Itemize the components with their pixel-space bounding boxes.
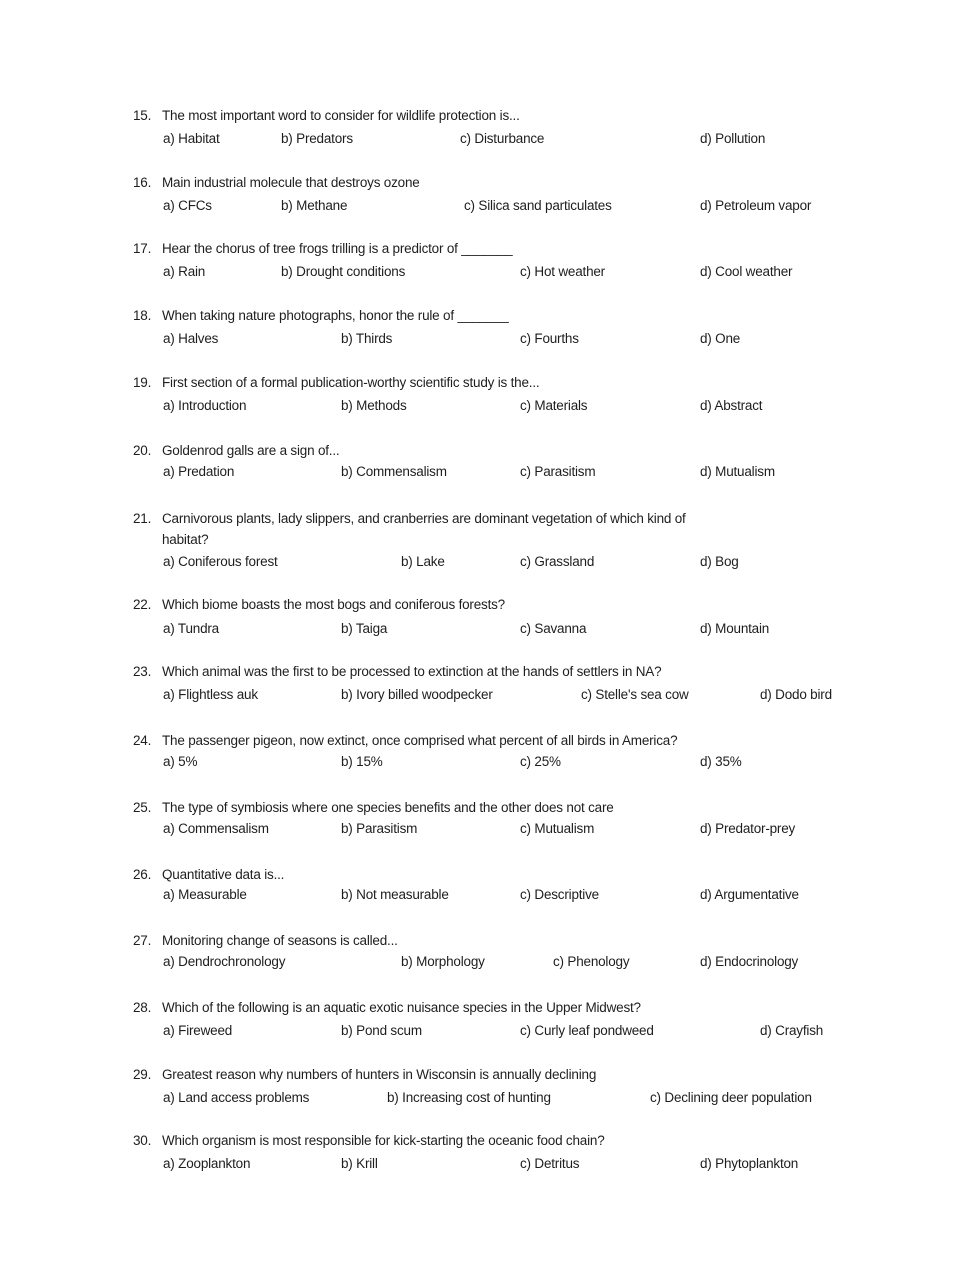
answer-option: a) Measurable — [163, 887, 247, 902]
answer-option: b) Krill — [341, 1156, 378, 1171]
question-text: The type of symbiosis where one species benefits and the other does not care — [162, 800, 614, 815]
question-text: Which organism is most responsible for kick-starting the oceanic food chain? — [162, 1133, 605, 1148]
answer-option: c) Fourths — [520, 331, 579, 346]
question-text: Hear the chorus of tree frogs trilling is a predictor of _______ — [162, 241, 513, 256]
answer-option: d) One — [700, 331, 741, 346]
question-number: 27. — [133, 933, 152, 948]
answer-option: d) Argumentative — [700, 887, 799, 902]
question-text: The passenger pigeon, now extinct, once comprised what percent of all birds in America? — [162, 733, 678, 748]
answer-option: b) Thirds — [341, 331, 393, 346]
answer-option: a) CFCs — [163, 198, 212, 213]
question-number: 30. — [133, 1133, 152, 1148]
question-number: 19. — [133, 375, 152, 390]
question-number: 23. — [133, 664, 152, 679]
answer-option: b) 15% — [341, 754, 383, 769]
answer-option: d) Petroleum vapor — [700, 198, 812, 213]
answer-option: b) Commensalism — [341, 464, 447, 479]
question-text: The most important word to consider for wildlife protection is... — [162, 108, 520, 123]
answer-option: b) Parasitism — [341, 821, 418, 836]
question-number: 25. — [133, 800, 152, 815]
answer-option: b) Ivory billed woodpecker — [341, 687, 493, 702]
question-text: Carnivorous plants, lady slippers, and cranberries are dominant vegetation of which kind of — [162, 511, 686, 526]
answer-option: a) Habitat — [163, 131, 220, 146]
answer-option: a) Commensalism — [163, 821, 269, 836]
answer-option: d) Pollution — [700, 131, 766, 146]
question-text: Goldenrod galls are a sign of... — [162, 443, 340, 458]
answer-option: c) Curly leaf pondweed — [520, 1023, 654, 1038]
question-text: Which biome boasts the most bogs and coniferous forests? — [162, 597, 505, 612]
answer-option: b) Taiga — [341, 621, 388, 636]
question-number: 21. — [133, 511, 152, 526]
answer-option: d) 35% — [700, 754, 742, 769]
answer-option: b) Methods — [341, 398, 407, 413]
answer-option: b) Not measurable — [341, 887, 449, 902]
answer-option: d) Mountain — [700, 621, 770, 636]
answer-option: a) Fireweed — [163, 1023, 233, 1038]
answer-option: a) Dendrochronology — [163, 954, 286, 969]
question-number: 20. — [133, 443, 152, 458]
answer-option: d) Phytoplankton — [700, 1156, 799, 1171]
answer-option: c) Declining deer population — [650, 1090, 812, 1105]
answer-option: d) Abstract — [700, 398, 763, 413]
answer-option: b) Predators — [281, 131, 353, 146]
answer-option: a) Zooplankton — [163, 1156, 251, 1171]
answer-option: b) Morphology — [401, 954, 485, 969]
answer-option: c) Materials — [520, 398, 588, 413]
answer-option: c) Disturbance — [460, 131, 545, 146]
answer-option: c) Mutualism — [520, 821, 595, 836]
answer-option: a) Flightless auk — [163, 687, 258, 702]
answer-option: a) Tundra — [163, 621, 219, 636]
answer-option: c) Descriptive — [520, 887, 599, 902]
answer-option: b) Drought conditions — [281, 264, 406, 279]
question-text: Which of the following is an aquatic exotic nuisance species in the Upper Midwest? — [162, 1000, 641, 1015]
question-number: 16. — [133, 175, 152, 190]
answer-option: c) Detritus — [520, 1156, 580, 1171]
answer-option: a) Predation — [163, 464, 235, 479]
answer-option: b) Lake — [401, 554, 445, 569]
answer-option: a) Halves — [163, 331, 219, 346]
answer-option: d) Dodo bird — [760, 687, 832, 702]
answer-option: a) Introduction — [163, 398, 247, 413]
question-number: 15. — [133, 108, 152, 123]
question-number: 26. — [133, 867, 152, 882]
answer-option: d) Bog — [700, 554, 739, 569]
question-text: When taking nature photographs, honor the rule of _______ — [162, 308, 509, 323]
answer-option: c) Savanna — [520, 621, 587, 636]
answer-option: c) 25% — [520, 754, 561, 769]
question-text: Monitoring change of seasons is called... — [162, 933, 398, 948]
question-text: Which animal was the first to be processed to extinction at the hands of settlers in NA? — [162, 664, 662, 679]
question-text-continued: habitat? — [162, 532, 209, 547]
question-text: Main industrial molecule that destroys ozone — [162, 175, 420, 190]
answer-option: a) Rain — [163, 264, 206, 279]
answer-option: d) Predator-prey — [700, 821, 796, 836]
question-text: Quantitative data is... — [162, 867, 285, 882]
answer-option: b) Pond scum — [341, 1023, 422, 1038]
question-number: 17. — [133, 241, 152, 256]
answer-option: a) Land access problems — [163, 1090, 310, 1105]
question-text: First section of a formal publication-worthy scientific study is the... — [162, 375, 540, 390]
question-number: 28. — [133, 1000, 152, 1015]
question-text: Greatest reason why numbers of hunters in Wisconsin is annually declining — [162, 1067, 597, 1082]
answer-option: a) Coniferous forest — [163, 554, 278, 569]
answer-option: b) Increasing cost of hunting — [387, 1090, 551, 1105]
answer-option: c) Parasitism — [520, 464, 596, 479]
answer-option: d) Endocrinology — [700, 954, 799, 969]
answer-option: c) Hot weather — [520, 264, 605, 279]
answer-option: a) 5% — [163, 754, 198, 769]
answer-option: c) Phenology — [553, 954, 630, 969]
answer-option: b) Methane — [281, 198, 348, 213]
answer-option: c) Silica sand particulates — [464, 198, 612, 213]
question-number: 29. — [133, 1067, 152, 1082]
answer-option: d) Mutualism — [700, 464, 775, 479]
question-number: 24. — [133, 733, 152, 748]
answer-option: c) Stelle's sea cow — [581, 687, 689, 702]
question-number: 18. — [133, 308, 152, 323]
answer-option: d) Crayfish — [760, 1023, 824, 1038]
answer-option: c) Grassland — [520, 554, 595, 569]
question-number: 22. — [133, 597, 152, 612]
answer-option: d) Cool weather — [700, 264, 793, 279]
